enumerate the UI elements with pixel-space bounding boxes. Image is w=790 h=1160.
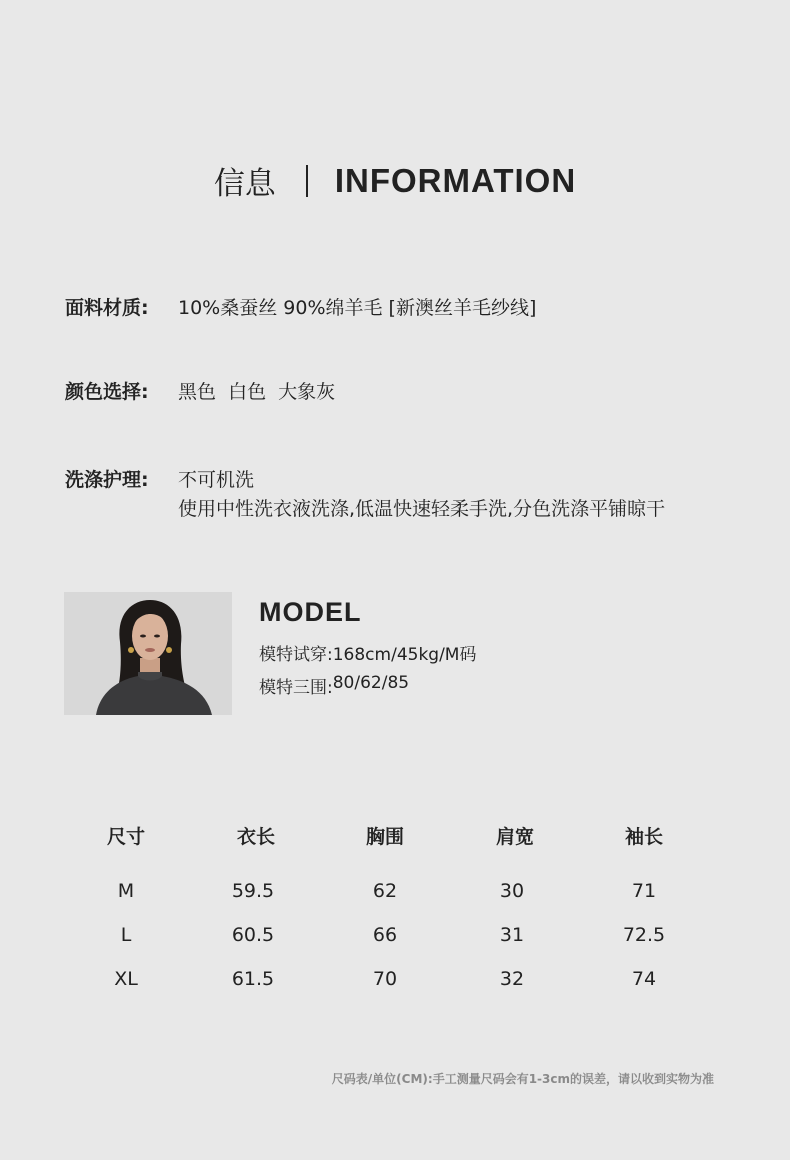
size-cell: 32 [499,968,525,990]
size-cell: XL [114,968,138,990]
model-fit-label: 模特试穿: [259,645,333,665]
size-cell: L [120,924,132,946]
size-cell: 60.5 [231,924,275,946]
table-row [0,880,790,910]
model-fit-row [259,640,476,665]
model-measure-row [259,673,409,698]
size-cell: 62 [372,880,398,902]
model-measure-label: 模特三围: [259,678,333,698]
size-cell: 74 [631,968,657,990]
section-header [0,158,790,203]
size-cell: M [117,880,135,902]
size-cell: 66 [372,924,398,946]
size-header-cell: 肩宽 [495,826,534,848]
model-fit-value: 168cm/45kg/M码 [332,645,477,665]
care-label: 洗涤护理: [65,469,149,491]
size-header-cell: 袖长 [624,826,663,848]
model-portrait-image [64,592,232,715]
size-cell: 31 [499,924,525,946]
care-value [178,466,665,524]
size-cell: 72.5 [622,924,666,946]
size-footnote: 尺码表/单位(CM):手工测量尺码会有1-3cm的误差，请以收到实物为准 [331,1072,714,1086]
size-header-cell: 衣长 [236,826,275,848]
care-line-1: 不可机洗 [178,469,255,491]
size-cell: 30 [499,880,525,902]
material-label: 面料材质: [65,297,149,319]
table-row [0,924,790,954]
size-cell: 59.5 [231,880,275,902]
size-table-header [0,822,790,852]
model-measure-value: 80/62/85 [332,673,410,693]
header-title-en: INFORMATION [334,161,577,199]
header-divider [306,165,308,197]
size-cell: 71 [631,880,657,902]
size-header-cell: 胸围 [365,826,404,848]
size-cell: 70 [372,968,398,990]
color-value: 黑色 白色 大象灰 [178,381,336,403]
color-row [65,378,335,407]
model-title: MODEL [259,597,362,627]
size-header-cell: 尺寸 [106,826,145,848]
care-row [65,466,665,524]
color-label: 颜色选择: [65,381,149,403]
size-cell: 61.5 [231,968,275,990]
material-row [65,294,536,323]
table-row [0,968,790,998]
header-title-cn: 信息 [213,166,276,202]
model-photo [64,592,232,715]
material-value: 10%桑蚕丝 90%绵羊毛 [新澳丝羊毛纱线] [178,297,537,319]
care-line-2: 使用中性洗衣液洗涤,低温快速轻柔手洗,分色洗涤平铺晾干 [178,498,666,520]
